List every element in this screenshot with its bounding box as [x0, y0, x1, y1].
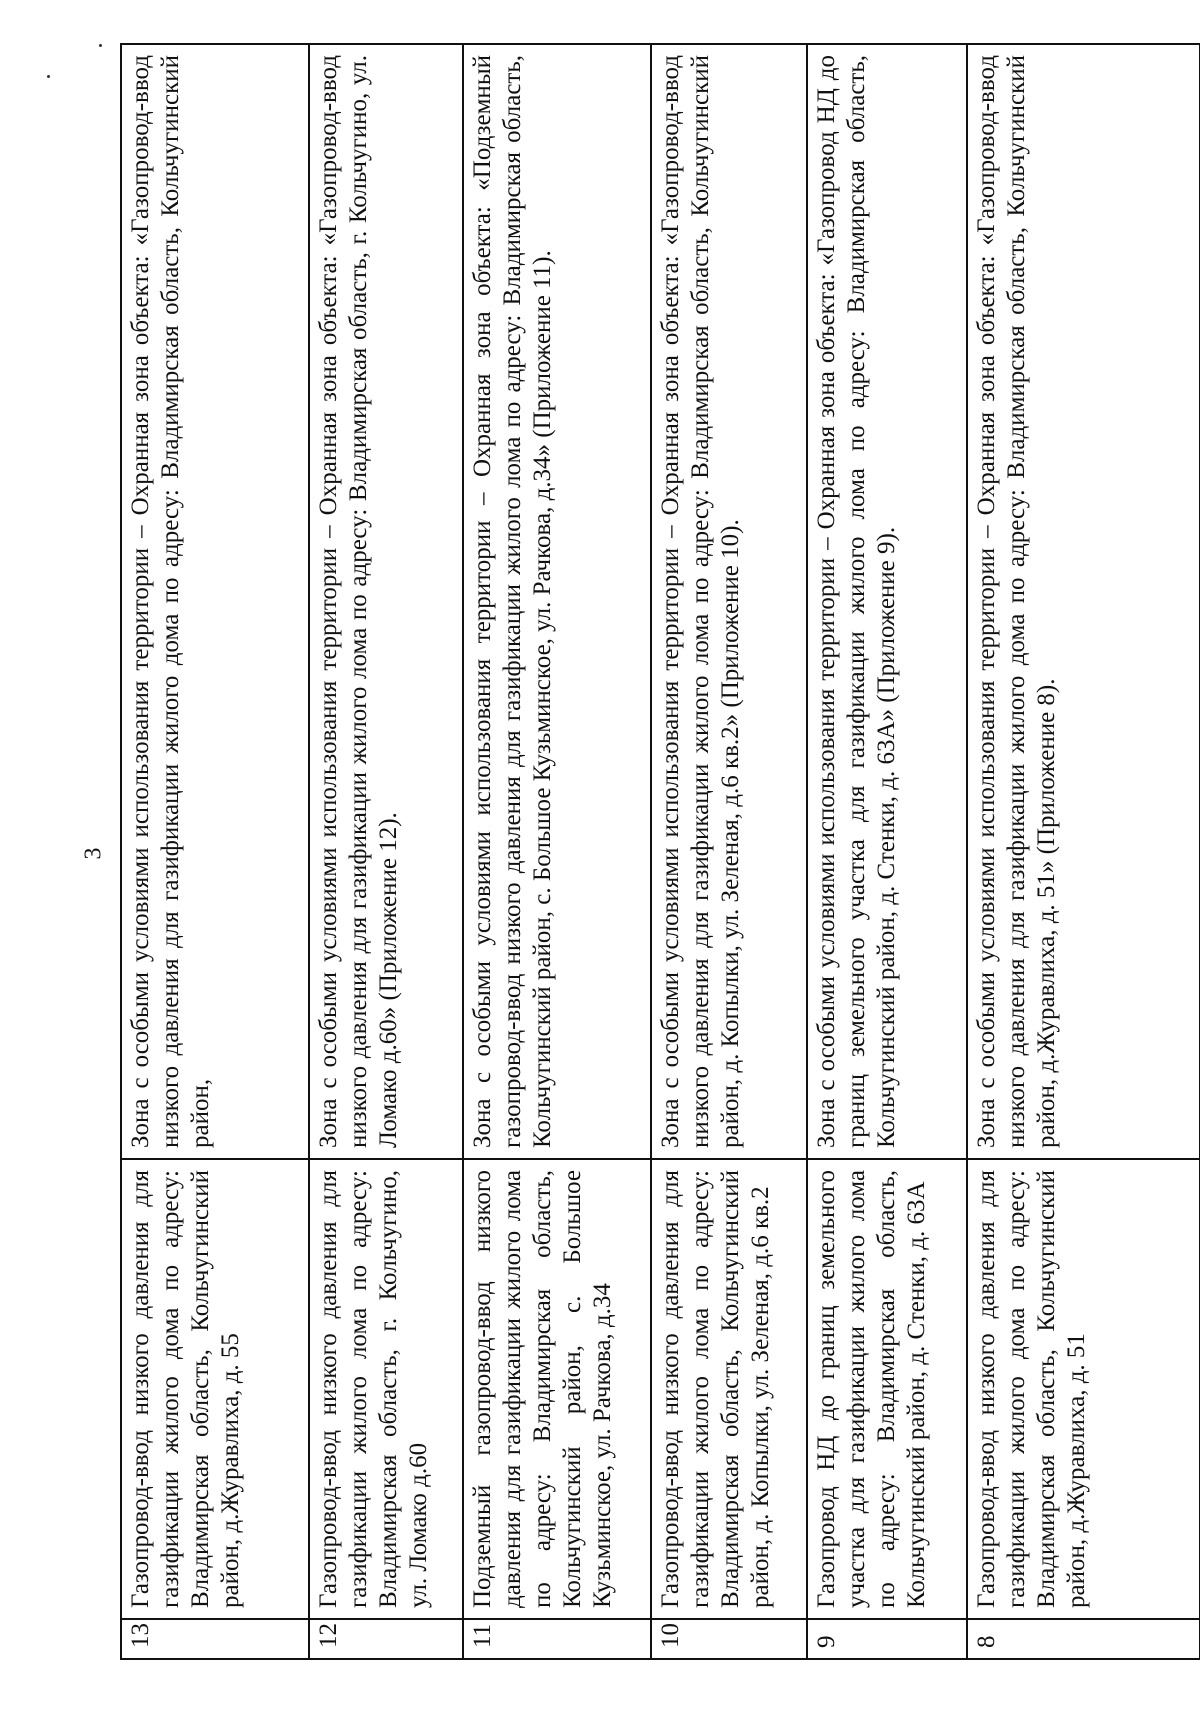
zone-cell: Зона с особыми условиями использования территории – Охранная зона объекта: «Газопровод-ввод низкого давления для газификации жилого дома по адресу: Владимирская область, Кольчугинский район,: [121, 44, 309, 1159]
rotated-table-area: [120, 45, 1199, 1660]
table-row: [807, 44, 967, 1659]
row-number: 12: [309, 1619, 463, 1659]
row-number: 10: [651, 1619, 807, 1659]
object-cell: Газопровод НД до границ земельного участка для газификации жилого лома по адресу: Владимирская область, Кольчугинский район, д. Стенки, д. 63А: [807, 1159, 967, 1619]
zone-cell: Зона с особыми условиями использования территории – Охранная зона объекта: «Подземный газопровод-ввод низкого давления для газификации жилого лома по адресу: Владимирская область, Кольчугинский район, с. Большое Кузьминское, ул. Рачкова, д.34» (Приложение 11).: [463, 44, 651, 1159]
table-row: [309, 44, 463, 1659]
scan-speck: [99, 44, 102, 47]
table-row: [121, 44, 309, 1659]
table-row: [463, 44, 651, 1659]
scan-speck: [47, 75, 50, 78]
row-number: 9: [807, 1619, 967, 1659]
object-cell: Газопровод-ввод низкого давления для газификации жилого дома по адресу: Владимирская область, Кольчугинский район, д.Журавлиха, д. 55: [121, 1159, 309, 1619]
row-number: 8: [967, 1619, 1200, 1659]
zones-table: [120, 43, 1200, 1660]
table-row: [967, 44, 1200, 1659]
zone-cell: Зона с особыми условиями использования территории – Охранная зона объекта: «Газопровод НД до границ земельного участка для газификации жилого лома по адресу: Владимирская область, Кольчугинский район, д. Стенки, д. 63А» (Приложение 9).: [807, 44, 967, 1159]
zone-cell: Зона с особыми условиями использования территории – Охранная зона объекта: «Газопровод-ввод низкого давления для газификации жилого дома по адресу: Владимирская область, Кольчугинский район, д.Журавлиха, д. 51» (Приложение 8).: [967, 44, 1200, 1159]
object-cell: Газопровод-ввод низкого давления для газификации жилого лома по адресу: Владимирская область, Кольчугинский район, д. Копылки, ул. Зеленая, д.6 кв.2: [651, 1159, 807, 1619]
object-cell: Газопровод-ввод низкого давления для газификации жилого дома по адресу: Владимирская область, Кольчугинский район, д.Журавлиха, д. 51: [967, 1159, 1200, 1619]
zone-cell: Зона с особыми условиями использования территории – Охранная зона объекта: «Газопровод-ввод низкого давления для газификации жилого лома по адресу: Владимирская область, Кольчугинский район, д. Копылки, ул. Зеленая, д.6 кв.2» (Приложение 10).: [651, 44, 807, 1159]
row-number: 11: [463, 1619, 651, 1659]
table-rotation-wrapper: [120, 45, 1199, 1660]
object-cell: Подземный газопровод-ввод низкого давления для газификации жилого лома по адресу: Владимирская область, Кольчугинский район, с. Большое Кузьминское, ул. Рачкова, д.34: [463, 1159, 651, 1619]
page-number: 3: [80, 847, 107, 860]
object-cell: Газопровод-ввод низкого давления для газификации жилого лома по адресу: Владимирская область, г. Кольчугино, ул. Ломако д.60: [309, 1159, 463, 1619]
table-row: [651, 44, 807, 1659]
zone-cell: Зона с особыми условиями использования территории – Охранная зона объекта: «Газопровод-ввод низкого давления для газификации жилого лома по адресу: Владимирская область, г. Кольчугино, ул. Ломако д.60» (Приложение 12).: [309, 44, 463, 1159]
row-number: 13: [121, 1619, 309, 1659]
